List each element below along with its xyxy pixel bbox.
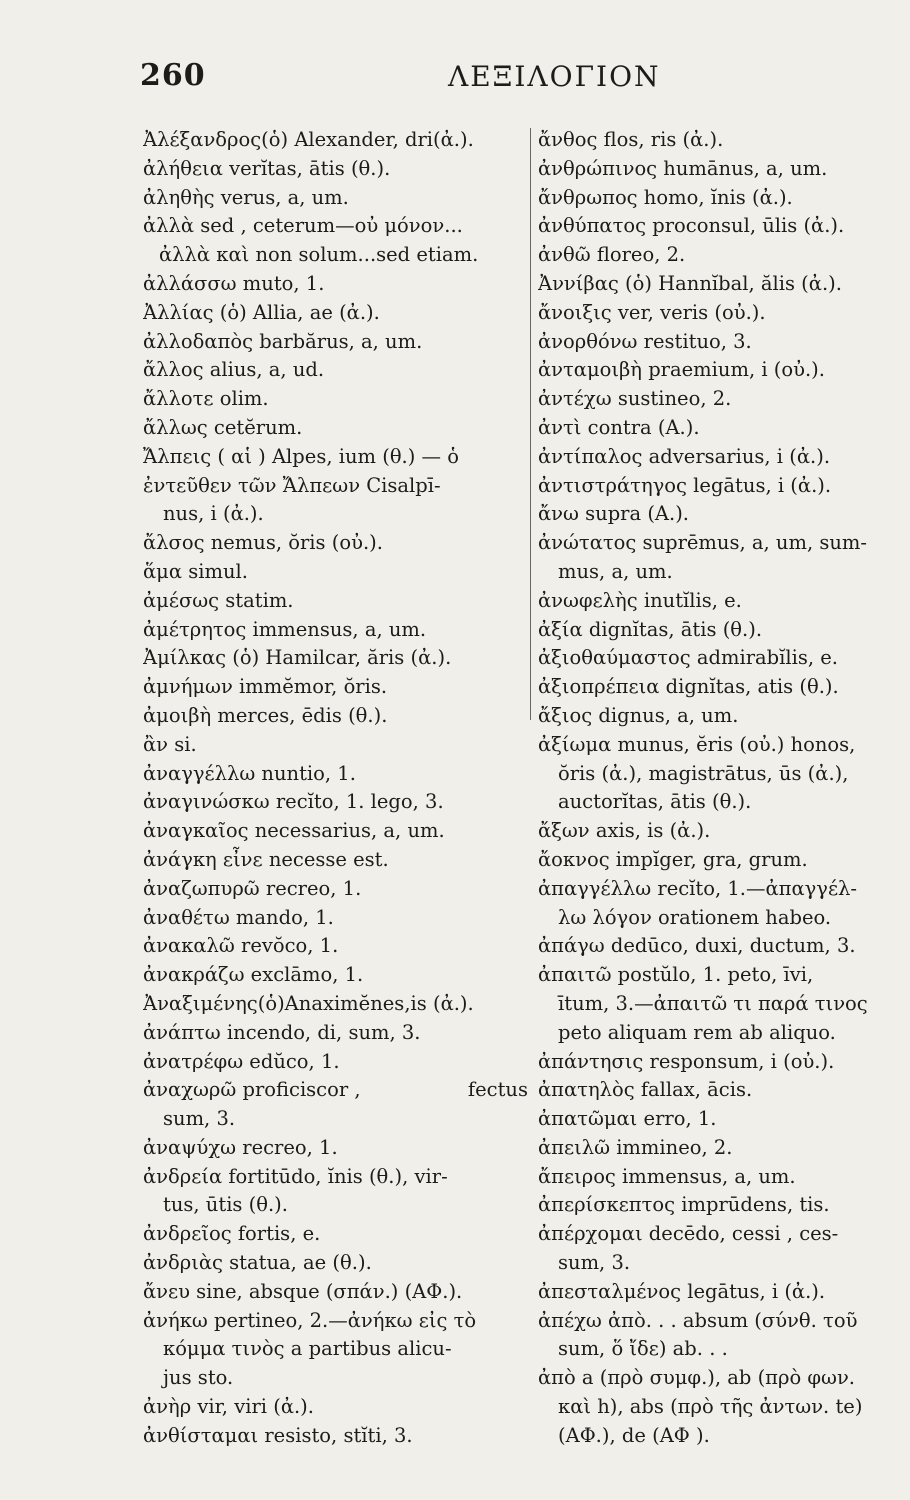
entry-line: ἀλλὰ καὶ non solum...sed etiam. [159, 243, 479, 267]
entry-line: ἀνδρεία fortitūdo, ĭnis (θ.), vir- [143, 1164, 448, 1188]
entry-line: ἄνθρωπος homo, ĭnis (ἀ.). [538, 185, 793, 209]
entry-line: Ἄλπεις ( αἱ ) Alpes, ium (θ.) — ὁ [143, 444, 459, 468]
left-column [143, 126, 528, 1451]
entry-line: sum, 3. [163, 1107, 236, 1131]
entry-line: ἀπὸ a (πρὸ συμφ.), ab (πρὸ φων. [538, 1366, 856, 1390]
entry-line: ἄξιος dignus, a, um. [538, 703, 739, 727]
entry-line: ἀμέσως statim. [143, 588, 294, 612]
entry-line: ἀπέρχομαι decēdo, cessi , ces- [538, 1222, 839, 1246]
entry-line: ἀνδρεῖος fortis, e. [143, 1222, 321, 1246]
entry-line: nus, i (ἀ.). [163, 502, 264, 526]
entry-line: ἀμνήμων immĕmor, ŏris. [143, 675, 388, 699]
entry-line: ἀπεσταλμένος legātus, i (ἀ.). [538, 1279, 826, 1303]
entry-line [143, 1076, 528, 1105]
entry-line: ἄνευ sine, absque (σπάν.) (ΑΦ.). [143, 1279, 463, 1303]
entry-line: ἀνακράζω exclāmo, 1. [143, 963, 364, 987]
entry-line: ἀπειλῶ immineo, 2. [538, 1135, 733, 1159]
entry-line-end: fectus [467, 1078, 528, 1102]
entry-line: ἀπάγω dedūco, duxi, ductum, 3. [538, 934, 856, 958]
entry-line: Ἀμίλκας (ὁ) Hamilcar, ăris (ἀ.). [143, 646, 452, 670]
entry-line: Ἀναξιμένης(ὁ)Anaximĕnes,is (ἀ.). [143, 991, 474, 1015]
entry-line: ἀνώτατος suprēmus, a, um, sum- [538, 531, 868, 555]
entry-line: ἀντὶ contra (Α.). [538, 415, 700, 439]
entry-line: ἀνάγκη εἶνε necesse est. [143, 847, 389, 871]
entry-line: ἄλλως cetĕrum. [143, 415, 303, 439]
page-title: ΛΕΞΙΛΟΓΙΟΝ [448, 60, 661, 93]
entry-line: ἀνὴρ vir, viri (ἀ.). [143, 1395, 314, 1419]
entry-line: ἀνήκω pertineo, 2.—ἀνήκω εἰς τὸ [143, 1308, 477, 1332]
entry-line: ἀπάντησις responsum, i (οὐ.). [538, 1049, 835, 1073]
entry-line: ἀναψύχω recreo, 1. [143, 1135, 338, 1159]
entry-line: ἄλσος nemus, ŏris (οὐ.). [143, 531, 383, 555]
entry-line: ἄλλοτε olim. [143, 387, 269, 411]
entry-line: ἀναζωπυρῶ recreo, 1. [143, 876, 362, 900]
entry-line: ἀλλοδαπὸς barbărus, a, um. [143, 329, 423, 353]
entry-line: ἀπατῶμαι erro, 1. [538, 1107, 717, 1131]
entry-line: ἄνω supra (Α.). [538, 502, 690, 526]
entry-line: ἀλήθεια verĭtas, ātis (θ.). [143, 156, 391, 180]
entry-line: mus, a, um. [558, 559, 673, 583]
entry-line: auctorĭtas, ātis (θ.). [558, 790, 752, 814]
entry-line: ἀντέχω sustineo, 2. [538, 387, 732, 411]
entry-line: ἀνθύπατος proconsul, ūlis (ἀ.). [538, 214, 845, 238]
entry-line-start: ἀναχωρῶ proficiscor , [143, 1078, 361, 1102]
entry-line: ἄλλος alius, a, ud. [143, 358, 325, 382]
entry-line: ἀντιστράτηγος legātus, i (ἀ.). [538, 473, 832, 497]
entry-line: ἀντίπαλος adversarius, i (ἀ.). [538, 444, 831, 468]
entry-line: ἀνορθόνω restituo, 3. [538, 329, 752, 353]
column-divider [530, 128, 531, 720]
entry-line: ŏris (ἀ.), magistrātus, ūs (ἀ.), [558, 761, 849, 785]
entry-line: κόμμα τινὸς a partibus alicu- [163, 1337, 452, 1361]
entry-line: sum, ὅ ἴδε) ab. . . [558, 1337, 728, 1361]
entry-line: ἄοκνος impĭger, gra, grum. [538, 847, 808, 871]
entry-line: ἀμοιβὴ merces, ēdis (θ.). [143, 703, 388, 727]
entry-line: Ἀννίβας (ὁ) Hannĭbal, ălis (ἀ.). [538, 271, 842, 295]
entry-line: ἀπατηλὸς fallax, ācis. [538, 1078, 753, 1102]
entry-line: tus, ūtis (θ.). [163, 1193, 288, 1217]
entry-line: ἀλλάσσω muto, 1. [143, 271, 325, 295]
entry-line: sum, 3. [558, 1251, 631, 1275]
entry-line: jus sto. [163, 1366, 234, 1390]
entry-line: ἄνοιξις ver, veris (οὐ.). [538, 300, 766, 324]
entry-line: λω λόγον orationem habeo. [558, 905, 832, 929]
entry-line: ἀπαιτῶ postŭlo, 1. peto, īvi, [538, 963, 814, 987]
entry-line: ἀναγγέλλω nuntio, 1. [143, 761, 356, 785]
entry-line: ἄνθος flos, ris (ἀ.). [538, 128, 724, 151]
entry-line: ītum, 3.—ἀπαιτῶ τι παρά τινος [558, 991, 868, 1015]
entry-line: ἄπειρος immensus, a, um. [538, 1164, 796, 1188]
entry-line: ἀνθίσταμαι resisto, stĭti, 3. [143, 1423, 413, 1447]
entry-line: ἄξων axis, is (ἀ.). [538, 819, 711, 843]
entry-line: ἀνταμοιβὴ praemium, i (οὐ.). [538, 358, 825, 382]
entry-line: Ἀλέξανδρος(ὁ) Alexander, dri(ἀ.). [143, 128, 474, 151]
entry-line: ἀνωφελὴς inutĭlis, e. [538, 588, 742, 612]
entry-line: ἅμα simul. [143, 559, 248, 583]
entry-line: ἀμέτρητος immensus, a, um. [143, 617, 427, 641]
entry-line: ἀναγκαῖος necessarius, a, um. [143, 819, 445, 843]
entry-line: ἀλλὰ sed , ceterum—οὐ μόνον... [143, 214, 463, 238]
entry-line: (ΑΦ.), de (ΑΦ ). [558, 1423, 710, 1447]
entry-line: ἀληθὴς verus, a, um. [143, 185, 349, 209]
page-number: 260 [140, 58, 206, 93]
entry-line: ἀξιοθαύμαστος admirabĭlis, e. [538, 646, 838, 670]
entry-line: ἀπαγγέλλω recĭto, 1.—ἀπαγγέλ- [538, 876, 857, 900]
entry-line: ἐντεῦθεν τῶν Ἄλπεων Cisalpī- [143, 473, 441, 497]
entry-line: ἀξία dignĭtas, ātis (θ.). [538, 617, 763, 641]
entry-line: ἀνακαλῶ revŏco, 1. [143, 934, 339, 958]
entry-line: ἀπέχω ἀπὸ. . . absum (σύνθ. τοῦ [538, 1308, 858, 1332]
entry-line: ἀνθρώπινος humānus, a, um. [538, 156, 828, 180]
entry-line: ἀξιοπρέπεια dignĭtas, atis (θ.). [538, 675, 839, 699]
entry-line: ἀναθέτω mando, 1. [143, 905, 334, 929]
entry-line: ἀνθῶ floreo, 2. [538, 243, 686, 267]
entry-line: ἀπερίσκεπτος imprūdens, tis. [538, 1193, 830, 1217]
entry-line: ἀξίωμα munus, ĕris (οὐ.) honos, [538, 732, 856, 756]
entry-line: ἀνδριὰς statua, ae (θ.). [143, 1251, 372, 1275]
entry-line: ἀνατρέφω edŭco, 1. [143, 1049, 340, 1073]
right-column [538, 126, 910, 1451]
entry-line: καὶ h), abs (πρὸ τῆς ἀντων. te) [558, 1395, 863, 1419]
entry-line: ἂν si. [143, 732, 197, 756]
entry-line: ἀναγινώσκω recĭto, 1. lego, 3. [143, 790, 444, 814]
entry-line: Ἀλλίας (ὁ) Allia, ae (ἀ.). [143, 300, 380, 324]
entry-line: ἀνάπτω incendo, di, sum, 3. [143, 1020, 421, 1044]
entry-line: peto aliquam rem ab aliquo. [558, 1020, 836, 1044]
